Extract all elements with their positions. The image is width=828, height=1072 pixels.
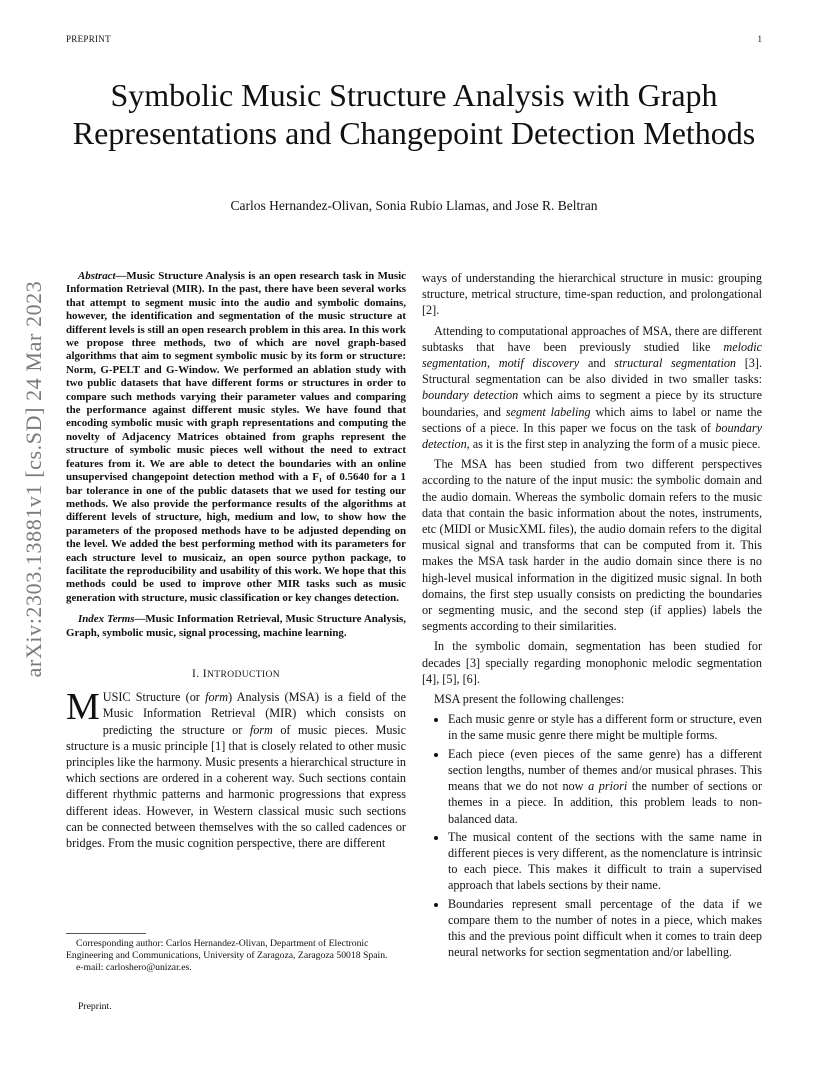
intro-text-b: ) Analysis (MSA) is a field of the Music Information Retrieval (MIR) which consists on predicting the structure or xyxy=(102,690,406,737)
right-paragraph-1: Attending to computational approaches of MSA, there are different subtasks that have been previously studied like melodic segmentation, motif discovery and structural segmentation [3]. Structural segmentation can be also divided in two smaller tasks: boundary detection which aims to segment a piece by its structure boundaries, and segment labeling which aims to label or name the sections of a piece. In this paper we focus on the task of boundary detection, as it is the first step in analyzing the form of a music piece. xyxy=(422,323,762,452)
right-paragraph-4: MSA present the following challenges: xyxy=(434,692,625,707)
index-terms-label: Index Terms xyxy=(78,613,135,626)
arxiv-watermark xyxy=(21,280,46,678)
section-heading xyxy=(66,666,406,683)
author-list: Carlos Hernandez-Olivan, Sonia Rubio Llamas, and Jose R. Beltran xyxy=(230,198,598,213)
challenges-list xyxy=(422,711,762,960)
arxiv-id: arXiv:2303.13881v1 [cs.SD] 24 Mar 2023 xyxy=(21,280,46,678)
list-item: • Each piece (even pieces of the same genre) has a different section lengths, number of themes and/or musical phrases. This means that we do not now a priori the number of sections or themes in a piece. In addition, this problem leads to non-balanced data. xyxy=(448,746,762,827)
intro-text-a: USIC Structure (or xyxy=(102,690,206,705)
dropcap-letter: M xyxy=(66,686,100,729)
footnote-email: e-mail: carloshero@unizar.es. xyxy=(76,962,192,973)
running-header: PREPRINT xyxy=(66,34,111,44)
right-paragraph-2: The MSA has been studied from two different perspectives according to the nature of the input music: the symbolic domain and the audio domain. Whereas the symbolic domain refers to the music data that contain the basic information about the notes, instruments, etc (MIDI or MusicXML files), the audio domain refers to the digital musical signal and transforms that can be computed from it. This makes the MSA task harder in the audio domain since there is no high-level musical information in the digitized music signal. In both domains, the first step usually consists on predicting the boundaries or segmenting music, and the second step (if applies) labels the segments according to their similarities. xyxy=(422,457,762,634)
paper-title: Symbolic Music Structure Analysis with Graph Representations and Changepoint Detection Methods xyxy=(72,77,756,151)
section-title-rest: NTRODUCTION xyxy=(207,669,281,680)
index-terms xyxy=(66,613,406,640)
intro-paragraph xyxy=(66,686,406,851)
right-paragraph-3: In the symbolic domain, segmentation has been studied for decades [3] specially regarding monophonic melodic segmentation [4], [5], [6]. xyxy=(422,639,762,686)
abstract-text: —Music Structure Analysis is an open research task in Music Information Retrieval (MIR). In the past, there have been several works that attempt to segment music into the audio and symbolic domains, however, the identification and segmentation of the music structure at different levels is still an open research problem in this area. In this work we propose three methods, two of which are novel graph-based algorithms that aim to segment symbolic music by its form or structure: Norm, G-PELT and G-Window. We performed an ablation study with two public datasets that have different forms or structures in order to compare such methods varying their parameter values and comparing the performance against different music styles. We have found that encoding symbolic music with graph representations and computing the novelty of Adjacency Matrices obtained from graphs represent the structure of symbolic music pieces well without the need to extract features from it. We are able to detect the boundaries with an online unsupervised changepoint detection method with a F₁ of 0.5640 for a 1 bar tolerance in one of the public datasets that we used for testing our methods. We also provide the performance results of the algorithms at different levels of structure, high, medium and low, to show how the parameters of the proposed methods have to be adjusted depending on the level. We added the best performing method with its parameters for each structure level to musicaiz, an open source python package, to facilitate the reproducibility and usability of this work. We hope that this methods could be used to improve other MIR tasks such as music generation with structure, music classification or key changes detection. xyxy=(66,270,406,604)
list-item: • Boundaries represent small percentage of the data if we compare them to the number of notes in a piece, which makes this and the previous point difficult when it comes to train deep neural networks for section segmentation and/or labelling. xyxy=(448,896,762,961)
section-number: I. xyxy=(191,667,200,680)
section-title-first: I xyxy=(202,667,207,680)
page-number: 1 xyxy=(757,34,762,44)
right-column xyxy=(422,270,762,962)
list-item: • The musical content of the sections with the same name in different pieces is very different, as the nomenclature is intrinsic to each piece. This makes it difficult to train a supervised approach that labels sections by their name. xyxy=(448,829,762,894)
intro-text-c: of music pieces. Music structure is a music principle [1] that is closely related to other music principles like the harmony. Music presents a hierarchical structure in which sections are ordered in a coherent way. Such sections contain different rhythmic patterns and harmonic progressions that express different ideas. However, in Western classical music such sections can be connected between themselves with the so called cadences or bridges. From the music cognition perspective, there are different xyxy=(66,722,406,850)
abstract xyxy=(66,270,406,605)
preprint-note: Preprint. xyxy=(78,1001,112,1012)
left-column xyxy=(66,270,406,851)
footnote-rule xyxy=(66,933,146,934)
footnote xyxy=(66,938,406,974)
intro-form-2: form xyxy=(249,722,273,737)
index-terms-text: —Music Information Retrieval, Music Structure Analysis, Graph, symbolic music, signal processing, machine learning. xyxy=(66,613,406,639)
right-paragraph-0: ways of understanding the hierarchical structure in music: grouping structure, metrical structure, time-span reduction, and prolongational [2]. xyxy=(422,271,762,318)
intro-form-1: form xyxy=(205,690,229,705)
list-item: • Each music genre or style has a different form or structure, even in the same music genre there might be multiple forms. xyxy=(448,711,762,743)
abstract-label: Abstract xyxy=(78,270,116,282)
footnote-author: Corresponding author: Carlos Hernandez-Olivan, Department of Electronic Engineering and Communications, University of Zaragoza, Zaragoza 50018 Spain. xyxy=(66,938,388,961)
